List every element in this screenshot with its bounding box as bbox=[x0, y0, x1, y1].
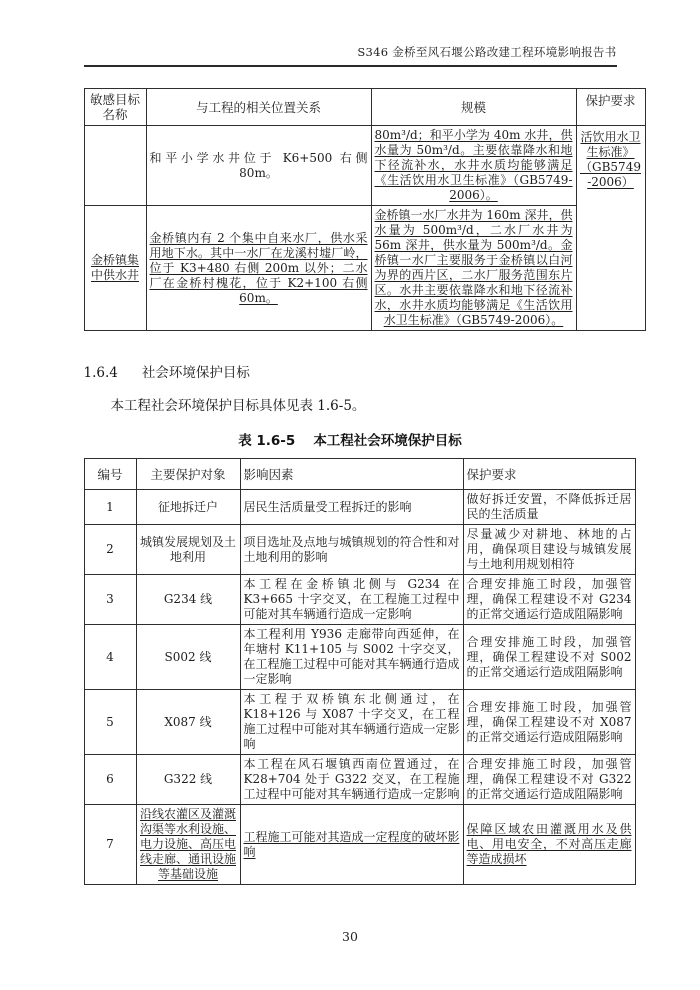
scale-cell: 80m³/d；和平小学为 40m 水井，供水量为 50m³/d。主要依靠降水和地下径流补水，水井水质均能够满足《生活饮用水卫生标准》（GB5749-2006）。 bbox=[371, 126, 576, 206]
protect-requirement-cell: 合理安排施工时段，加强管理，确保工程建设不对 X087 的正常交通运行造成阻隔影响 bbox=[463, 690, 635, 755]
table-row bbox=[84, 575, 635, 625]
column-header-object: 主要保护对象 bbox=[136, 459, 240, 490]
document-header-title: S346 金桥至风石堰公路改建工程环境影响报告书 bbox=[84, 44, 617, 67]
social-table-body bbox=[84, 490, 635, 885]
protect-object-cell: X087 线 bbox=[136, 690, 240, 755]
page-number: 30 bbox=[342, 929, 358, 944]
impact-factor-cell: 项目选址及点地与城镇规划的符合性和对土地利用的影响 bbox=[240, 525, 463, 575]
impact-factor-cell: 本工程在金桥镇北侧与 G234 在 K3+665 十字交叉，在工程施工过程中可能对其车辆通行造成一定影响 bbox=[240, 575, 463, 625]
sensitive-name-cell bbox=[84, 126, 146, 206]
table-row bbox=[84, 525, 635, 575]
row-number-cell: 2 bbox=[84, 525, 136, 575]
column-header-protection: 保护要求 bbox=[576, 89, 645, 126]
protect-requirement-cell: 尽量减少对耕地、林地的占用，确保项目建设与城镇发展与土地利用规划相符 bbox=[463, 525, 635, 575]
section-title: 社会环境保护目标 bbox=[141, 365, 250, 381]
protect-requirement-cell: 保障区域农田灌溉用水及供电、用电安全，不对高压走廊等造成损坏 bbox=[463, 805, 635, 885]
impact-factor-cell: 居民生活质量受工程拆迁的影响 bbox=[240, 490, 463, 525]
table-row bbox=[84, 690, 635, 755]
row-number-cell: 7 bbox=[84, 805, 136, 885]
row-number-cell: 3 bbox=[84, 575, 136, 625]
social-table-header-row bbox=[84, 459, 635, 490]
section-heading bbox=[84, 361, 617, 381]
protect-object-cell: S002 线 bbox=[136, 625, 240, 690]
location-relation-cell: 和平小学水井位于 K6+500 右侧 80m。 bbox=[146, 126, 371, 206]
table-caption bbox=[84, 429, 617, 449]
protect-object-cell: G234 线 bbox=[136, 575, 240, 625]
protect-object-cell: 征地拆迁户 bbox=[136, 490, 240, 525]
row-number-cell: 5 bbox=[84, 690, 136, 755]
protection-requirement-cell: 活饮用水卫生标准》（GB5749-2006） bbox=[576, 126, 645, 331]
impact-factor-cell: 本工程利用 Y936 走廊带向西延伸，在年塘村 K11+105 与 S002 十字交叉，在工程施工过程中可能对其车辆通行造成一定影响 bbox=[240, 625, 463, 690]
protect-requirement-cell: 做好拆迁安置，不降低拆迁居民的生活质量 bbox=[463, 490, 635, 525]
column-header-scale: 规模 bbox=[371, 89, 576, 126]
row-number-cell: 1 bbox=[84, 490, 136, 525]
protect-object-cell: G322 线 bbox=[136, 755, 240, 805]
column-header-location-relation: 与工程的相关位置关系 bbox=[146, 89, 371, 126]
column-header-sensitive-name: 敏感目标名称 bbox=[84, 89, 146, 126]
section-number: 1.6.4 bbox=[83, 365, 118, 381]
protect-object-cell: 城镇发展规划及土地利用 bbox=[136, 525, 240, 575]
impact-factor-cell: 本工程在风石堰镇西南位置通过，在 K28+704 处于 G322 交叉，在工程施工过程中可能对其车辆通行造成一定影响 bbox=[240, 755, 463, 805]
sensitive-name-cell: 金桥镇集中供水井 bbox=[84, 206, 146, 331]
column-header-number: 编号 bbox=[84, 459, 136, 490]
table-row bbox=[84, 206, 645, 331]
table-caption-label: 表 1.6-5 bbox=[238, 433, 296, 449]
protect-requirement-cell: 合理安排施工时段，加强管理，确保工程建设不对 G322 的正常交通运行造成阻隔影响 bbox=[463, 755, 635, 805]
impact-factor-cell: 本工程于双桥镇东北侧通过，在 K18+126 与 X087 十字交叉，在工程施工过程中可能对其车辆通行造成一定影响 bbox=[240, 690, 463, 755]
row-number-cell: 6 bbox=[84, 755, 136, 805]
scale-cell: 金桥镇一水厂水井为 160m 深井，供水量为 500m³/d，二水厂水井为 56m 深井，供水量为 500m³/d。金桥镇一水厂主要服务于金桥镇以白河为界的西片区，二水厂服务范围东片区。水井主要依靠降水和地下径流补水，水井水质均能够满足《生活饮用水卫生标准》（GB5749-2006）。 bbox=[371, 206, 576, 331]
table-caption-title: 本工程社会环境保护目标 bbox=[313, 433, 462, 449]
location-relation-cell: 金桥镇内有 2 个集中自来水厂，供水采用地下水。其中一水厂在龙溪村墟厂岭，位于 K3+480 右侧 200m 以外；二水厂在金桥村槐花，位于 K2+100 右侧 60m。 bbox=[146, 206, 371, 331]
column-header-requirement: 保护要求 bbox=[463, 459, 635, 490]
table-row bbox=[84, 126, 645, 206]
section-paragraph: 本工程社会环境保护目标具体见表 1.6-5。 bbox=[110, 398, 366, 414]
table-row bbox=[84, 490, 635, 525]
sensitive-targets-table bbox=[84, 88, 646, 331]
column-header-impact: 影响因素 bbox=[240, 459, 463, 490]
protect-requirement-cell: 合理安排施工时段，加强管理，确保工程建设不对 G234 的正常交通运行造成阻隔影响 bbox=[463, 575, 635, 625]
table-row bbox=[84, 805, 635, 885]
row-number-cell: 4 bbox=[84, 625, 136, 690]
table-row bbox=[84, 755, 635, 805]
protect-object-cell: 沿线农灌区及灌溉沟渠等水利设施、电力设施、高压电线走廊、通讯设施等基础设施 bbox=[136, 805, 240, 885]
protect-requirement-cell: 合理安排施工时段，加强管理，确保工程建设不对 S002 的正常交通运行造成阻隔影响 bbox=[463, 625, 635, 690]
social-protection-table bbox=[84, 458, 636, 885]
sensitive-table-header-row bbox=[84, 89, 645, 126]
table-row bbox=[84, 625, 635, 690]
impact-factor-cell: 工程施工可能对其造成一定程度的破坏影响 bbox=[240, 805, 463, 885]
